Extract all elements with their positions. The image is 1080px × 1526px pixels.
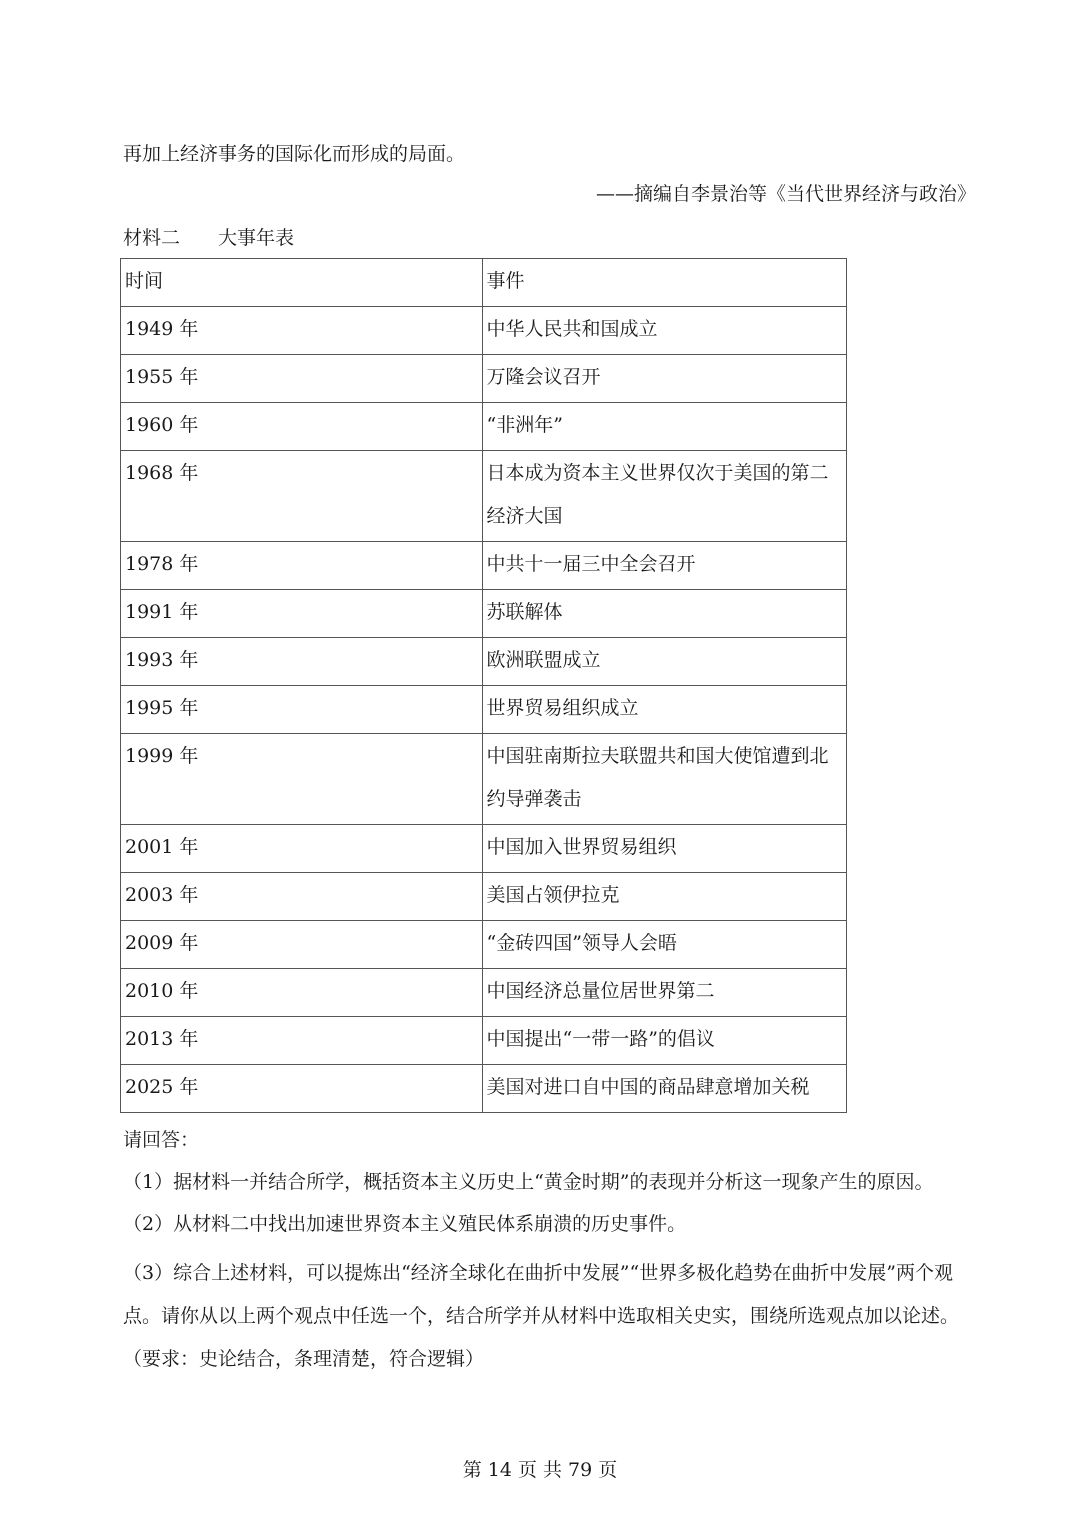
event-cell: 万隆会议召开 [482,355,847,403]
question-2: （2）从材料二中找出加速世界资本主义殖民体系崩溃的历史事件。 [123,1213,687,1235]
material-two-heading [123,226,294,250]
time-cell: 1949 年 [121,307,483,355]
time-cell: 1991 年 [121,590,483,638]
table-row [121,969,847,1017]
event-cell: 世界贸易组织成立 [482,686,847,734]
question-1: （1）据材料一并结合所学，概括资本主义历史上“黄金时期”的表现并分析这一现象产生的原因。 [123,1171,934,1193]
material-title: 大事年表 [218,227,295,249]
table-row [121,825,847,873]
event-cell: 中国经济总量位居世界第二 [482,969,847,1017]
table-row [121,403,847,451]
event-cell: “金砖四国”领导人会晤 [482,921,847,969]
table-row [121,638,847,686]
table-row [121,734,847,825]
header-cell-event: 事件 [482,259,847,307]
time-cell: 1968 年 [121,451,483,542]
time-cell: 1995 年 [121,686,483,734]
event-cell: “非洲年” [482,403,847,451]
table-row [121,873,847,921]
table-header-row [121,259,847,307]
page-footer: 第 14 页 共 79 页 [462,1459,618,1481]
time-cell: 1955 年 [121,355,483,403]
event-cell: 美国对进口自中国的商品肆意增加关税 [482,1065,847,1113]
events-timeline-table [120,258,847,1113]
table-row [121,686,847,734]
event-cell: 美国占领伊拉克 [482,873,847,921]
time-cell: 2013 年 [121,1017,483,1065]
material-label: 材料二 [123,227,181,249]
table-row [121,1065,847,1113]
table-row [121,307,847,355]
time-cell: 2009 年 [121,921,483,969]
header-cell-time: 时间 [121,259,483,307]
time-cell: 2001 年 [121,825,483,873]
event-cell: 中国驻南斯拉夫联盟共和国大使馆遭到北约导弹袭击 [482,734,847,825]
table-row [121,1017,847,1065]
event-cell: 中国加入世界贸易组织 [482,825,847,873]
time-cell: 1960 年 [121,403,483,451]
event-cell: 中国提出“一带一路”的倡议 [482,1017,847,1065]
time-cell: 1993 年 [121,638,483,686]
table-row [121,590,847,638]
table-row [121,921,847,969]
question-3: （3）综合上述材料，可以提炼出“经济全球化在曲折中发展”“世界多极化趋势在曲折中发展”两个观点。请你从以上两个观点中任选一个，结合所学并从材料中选取相关史实，围绕所选观点加以论述。（要求：史论结合，条理清楚，符合逻辑） [123,1262,960,1370]
table-row [121,451,847,542]
intro-paragraph: 再加上经济事务的国际化而形成的局面。 [123,143,466,165]
table-row [121,542,847,590]
event-cell: 中共十一届三中全会召开 [482,542,847,590]
time-cell: 2025 年 [121,1065,483,1113]
time-cell: 1999 年 [121,734,483,825]
answer-prompt: 请回答： [123,1129,200,1151]
event-cell: 欧洲联盟成立 [482,638,847,686]
event-cell: 日本成为资本主义世界仅次于美国的第二经济大国 [482,451,847,542]
table-row [121,355,847,403]
source-citation: ——摘编自李景治等《当代世界经济与政治》 [595,183,976,205]
event-cell: 中华人民共和国成立 [482,307,847,355]
time-cell: 2003 年 [121,873,483,921]
time-cell: 1978 年 [121,542,483,590]
time-cell: 2010 年 [121,969,483,1017]
event-cell: 苏联解体 [482,590,847,638]
